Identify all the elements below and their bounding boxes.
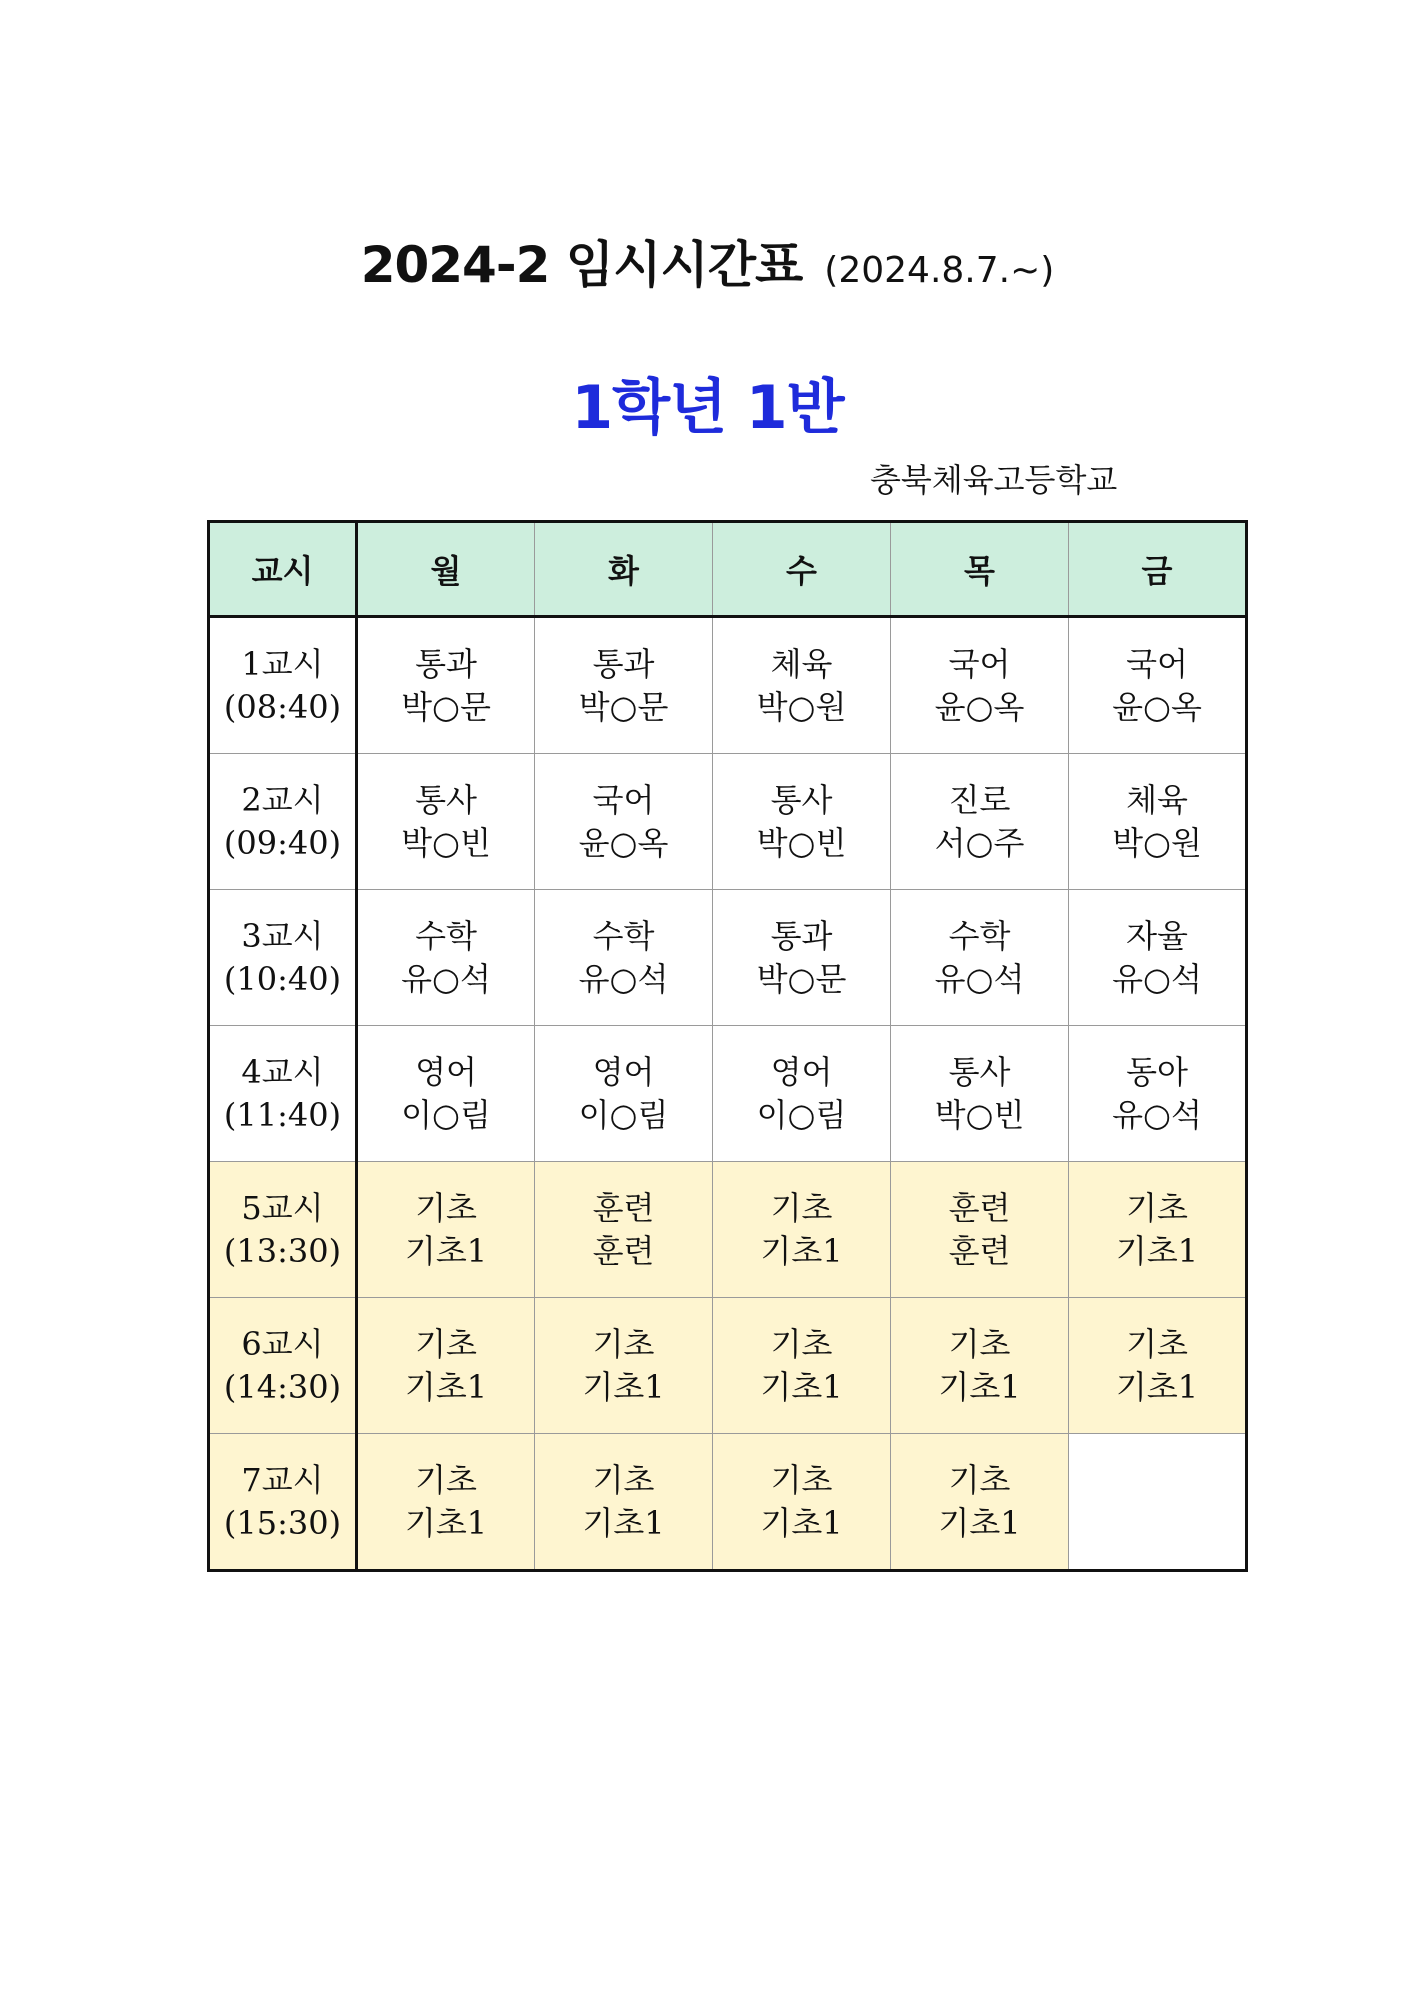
class-cell [357, 1434, 535, 1571]
subject: 기초 [1126, 1324, 1188, 1363]
timetable-title: 2024-2 임시시간표 [360, 236, 803, 294]
teacher: 기초1 [582, 1367, 665, 1406]
class-cell [535, 1298, 713, 1434]
table-row [209, 890, 1247, 1026]
subject: 동아 [1126, 1052, 1188, 1091]
timetable-body [209, 617, 1247, 1571]
header-fri: 금 [1069, 522, 1247, 617]
header-row [209, 522, 1247, 617]
subject: 통사 [948, 1052, 1011, 1091]
class-title: 1학년 1반 [571, 373, 844, 443]
period-cell [209, 1026, 357, 1162]
class-cell [713, 1298, 891, 1434]
header-period: 교시 [209, 522, 357, 617]
period-time: (08:40) [223, 687, 342, 726]
teacher: 기초1 [938, 1503, 1021, 1542]
class-cell [713, 1026, 891, 1162]
teacher: 박○문 [401, 687, 491, 726]
teacher: 기초1 [938, 1367, 1021, 1406]
subject: 영어 [770, 1052, 833, 1091]
class-cell [1069, 890, 1247, 1026]
class-cell [535, 1162, 713, 1298]
subject: 기초 [415, 1188, 477, 1227]
class-cell [713, 1434, 891, 1571]
timetable-header [209, 522, 1247, 617]
period-time: (14:30) [223, 1367, 342, 1406]
header-wed: 수 [713, 522, 891, 617]
subject: 통과 [592, 644, 655, 683]
class-cell [891, 617, 1069, 754]
teacher: 박○원 [1112, 823, 1202, 862]
teacher: 박○빈 [756, 823, 847, 862]
period-cell [209, 1162, 357, 1298]
class-cell [357, 1298, 535, 1434]
subject: 기초 [415, 1324, 477, 1363]
date-range: (2024.8.7.~) [824, 250, 1055, 291]
teacher: 윤○옥 [578, 823, 669, 862]
subject: 기초 [592, 1324, 655, 1363]
teacher: 유○석 [401, 959, 491, 998]
subject: 기초 [770, 1324, 833, 1363]
subject: 진로 [948, 780, 1011, 819]
class-cell [357, 754, 535, 890]
teacher: 훈련 [592, 1231, 655, 1270]
period-time: (09:40) [223, 823, 342, 862]
teacher: 유○석 [1112, 959, 1202, 998]
table-row [209, 1434, 1247, 1571]
class-cell [1069, 1298, 1247, 1434]
subject: 훈련 [948, 1188, 1011, 1227]
teacher: 기초1 [1115, 1367, 1199, 1406]
subject: 수학 [592, 916, 655, 955]
class-cell [891, 754, 1069, 890]
class-cell [1069, 1162, 1247, 1298]
period-time: (15:30) [223, 1503, 342, 1542]
teacher: 이○림 [578, 1095, 669, 1134]
subject: 기초 [770, 1188, 833, 1227]
period-cell [209, 1434, 357, 1571]
teacher: 유○석 [934, 959, 1025, 998]
period-label: 6교시 [241, 1324, 324, 1363]
subject: 체육 [1126, 780, 1188, 819]
class-cell [357, 617, 535, 754]
teacher: 기초1 [404, 1367, 488, 1406]
table-row [209, 1162, 1247, 1298]
subject: 기초 [415, 1460, 477, 1499]
subject: 기초 [948, 1460, 1011, 1499]
period-label: 5교시 [241, 1188, 324, 1227]
class-cell [713, 1162, 891, 1298]
header-tue: 화 [535, 522, 713, 617]
teacher: 기초1 [404, 1503, 488, 1542]
document-title [0, 225, 1415, 297]
class-cell [1069, 754, 1247, 890]
period-label: 7교시 [241, 1460, 324, 1499]
subject: 영어 [592, 1052, 655, 1091]
period-label: 4교시 [241, 1052, 324, 1091]
subject: 국어 [592, 780, 655, 819]
subject: 통사 [415, 780, 477, 819]
class-cell [891, 1162, 1069, 1298]
teacher: 서○주 [934, 823, 1025, 862]
class-cell [357, 1026, 535, 1162]
teacher: 훈련 [948, 1231, 1011, 1270]
subject: 훈련 [592, 1188, 655, 1227]
subject: 기초 [1126, 1188, 1188, 1227]
class-cell [357, 890, 535, 1026]
teacher: 유○석 [1112, 1095, 1202, 1134]
teacher: 이○림 [401, 1095, 491, 1134]
class-cell [1069, 1026, 1247, 1162]
class-cell [535, 1434, 713, 1571]
table-row [209, 754, 1247, 890]
subject: 체육 [770, 644, 833, 683]
table-row [209, 617, 1247, 754]
class-cell [1069, 617, 1247, 754]
teacher: 기초1 [582, 1503, 665, 1542]
class-cell [535, 754, 713, 890]
header-thu: 목 [891, 522, 1069, 617]
timetable [207, 520, 1248, 1572]
class-cell [357, 1162, 535, 1298]
subject: 영어 [415, 1052, 477, 1091]
period-time: (13:30) [223, 1231, 342, 1270]
class-cell [535, 1026, 713, 1162]
empty-cell [1069, 1434, 1247, 1571]
subject: 국어 [948, 644, 1011, 683]
class-cell [891, 890, 1069, 1026]
subject: 국어 [1126, 644, 1188, 683]
subject: 통과 [770, 916, 833, 955]
class-cell [891, 1434, 1069, 1571]
class-cell [535, 890, 713, 1026]
subject: 수학 [415, 916, 477, 955]
period-cell [209, 754, 357, 890]
class-cell [713, 754, 891, 890]
subject: 기초 [770, 1460, 833, 1499]
teacher: 이○림 [756, 1095, 847, 1134]
period-cell [209, 890, 357, 1026]
teacher: 박○빈 [934, 1095, 1025, 1134]
teacher: 유○석 [578, 959, 669, 998]
subject: 기초 [592, 1460, 655, 1499]
subject: 자율 [1126, 916, 1188, 955]
school-name: 충북체육고등학교 [870, 461, 1118, 499]
teacher: 박○빈 [401, 823, 491, 862]
period-cell [209, 617, 357, 754]
teacher: 기초1 [404, 1231, 488, 1270]
subject: 수학 [948, 916, 1011, 955]
teacher: 박○문 [756, 959, 847, 998]
class-cell [713, 617, 891, 754]
teacher: 윤○옥 [934, 687, 1025, 726]
teacher: 박○문 [578, 687, 669, 726]
period-label: 3교시 [241, 916, 324, 955]
header-mon: 월 [357, 522, 535, 617]
period-cell [209, 1298, 357, 1434]
subject: 통과 [415, 644, 477, 683]
class-cell [713, 890, 891, 1026]
table-row [209, 1298, 1247, 1434]
class-cell [535, 617, 713, 754]
subject: 통사 [770, 780, 833, 819]
teacher: 기초1 [1115, 1231, 1199, 1270]
teacher: 윤○옥 [1112, 687, 1202, 726]
period-time: (11:40) [223, 1095, 342, 1134]
teacher: 기초1 [760, 1503, 843, 1542]
teacher: 기초1 [760, 1231, 843, 1270]
class-cell [891, 1026, 1069, 1162]
table-row [209, 1026, 1247, 1162]
subject: 기초 [948, 1324, 1011, 1363]
period-label: 1교시 [241, 644, 324, 683]
teacher: 기초1 [760, 1367, 843, 1406]
teacher: 박○원 [756, 687, 847, 726]
period-time: (10:40) [223, 959, 342, 998]
period-label: 2교시 [241, 780, 324, 819]
class-cell [891, 1298, 1069, 1434]
